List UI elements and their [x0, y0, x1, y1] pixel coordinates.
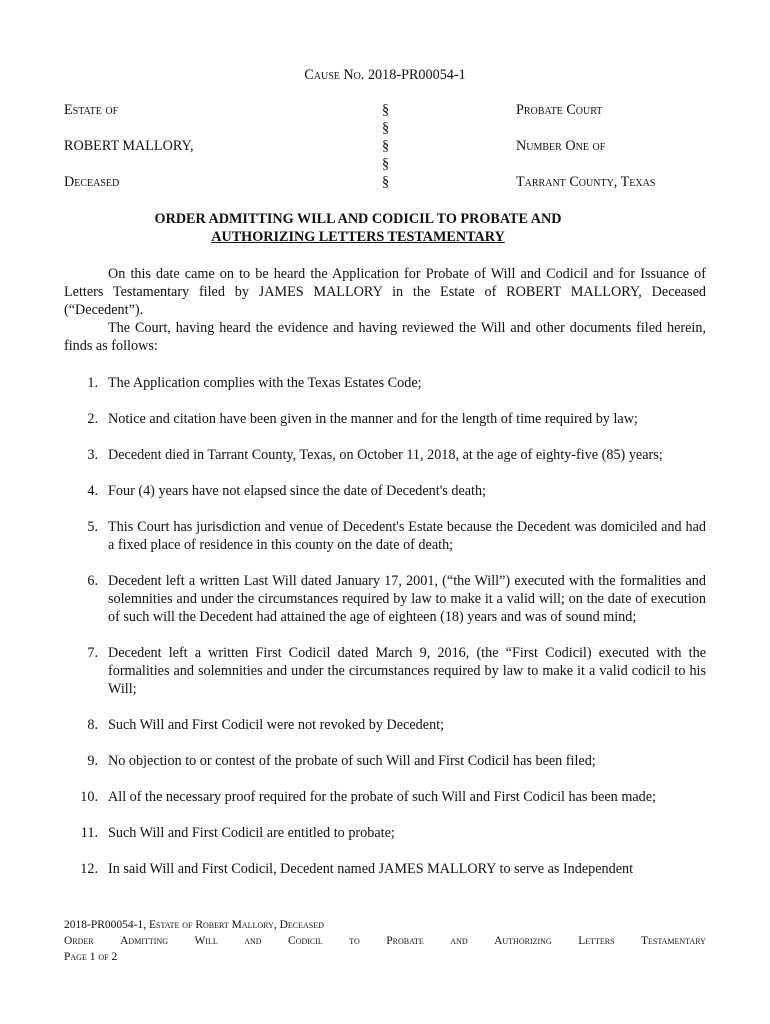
- caption-right: Number One of: [516, 138, 606, 154]
- finding-number: 7.: [87, 645, 98, 661]
- footer-title-word: and: [244, 935, 262, 947]
- section-symbol: §: [382, 174, 390, 190]
- finding-text: Decedent died in Tarrant County, Texas, on October 11, 2018, at the age of eighty-five (85) years;: [108, 447, 663, 463]
- finding-number: 12.: [80, 861, 98, 877]
- finding-number: 8.: [87, 717, 98, 733]
- footer-title-word: Probate: [386, 935, 424, 947]
- finding-text: All of the necessary proof required for the probate of such Will and First Codicil has been made;: [108, 789, 656, 805]
- caption-row: [64, 119, 706, 137]
- caption-row: [64, 173, 706, 191]
- section-symbol: §: [382, 156, 390, 172]
- section-symbol: §: [382, 138, 390, 154]
- caption-left: Deceased: [64, 174, 120, 190]
- finding-item: [64, 446, 706, 464]
- finding-item: [64, 788, 706, 806]
- finding-number: 2.: [87, 411, 98, 427]
- finding-text: No objection to or contest of the probate of such Will and First Codicil has been filed;: [108, 753, 596, 769]
- finding-text: Decedent left a written Last Will dated January 17, 2001, (“the Will”) executed with the formalities and solemnities and under the circumstances required by law to make it a valid will; on the date of execution of such will the Decedent had attained the age of eighteen (18) years and was of sound mind;: [108, 573, 706, 625]
- intro-section: [64, 265, 706, 355]
- finding-number: 3.: [87, 447, 98, 463]
- finding-text: Such Will and First Codicil are entitled to probate;: [108, 825, 395, 841]
- findings-list: [64, 374, 706, 878]
- footer-title-word: Will: [194, 935, 218, 947]
- finding-item: [64, 374, 706, 392]
- finding-number: 9.: [87, 753, 98, 769]
- caption-left: ROBERT MALLORY,: [64, 138, 194, 154]
- intro-paragraph: The Court, having heard the evidence and having reviewed the Will and other documents filed herein, finds as follows:: [64, 320, 706, 354]
- finding-item: [64, 482, 706, 500]
- finding-number: 6.: [87, 573, 98, 589]
- order-title: [0, 210, 716, 246]
- finding-number: 10.: [80, 789, 98, 805]
- caption-right: Probate Court: [516, 102, 603, 118]
- footer-title-word: Testamentary: [641, 935, 706, 947]
- finding-item: [64, 518, 706, 554]
- footer-title-word: Order: [64, 935, 94, 947]
- finding-item: [64, 716, 706, 734]
- finding-number: 11.: [80, 825, 98, 841]
- finding-item: [64, 824, 706, 842]
- cause-number: Cause No. 2018-PR00054-1: [304, 67, 466, 83]
- finding-text: Notice and citation have been given in the manner and for the length of time required by law;: [108, 411, 638, 427]
- finding-text: In said Will and First Codicil, Decedent named JAMES MALLORY to serve as Independent: [108, 861, 634, 877]
- footer-case-line: 2018-PR00054-1, Estate of Robert Mallory, Deceased: [64, 919, 324, 931]
- footer-title-word: Admitting: [120, 935, 168, 947]
- finding-text: This Court has jurisdiction and venue of Decedent's Estate because the Decedent was domiciled and had a fixed place of residence in this county on the date of death;: [108, 519, 706, 553]
- caption-right: Tarrant County, Texas: [516, 174, 656, 190]
- title-line-2: AUTHORIZING LETTERS TESTAMENTARY: [211, 229, 505, 245]
- finding-item: [64, 410, 706, 428]
- finding-text: The Application complies with the Texas Estates Code;: [108, 375, 422, 391]
- section-symbol: §: [382, 102, 390, 118]
- footer-title-word: Letters: [578, 935, 615, 947]
- finding-number: 1.: [87, 375, 98, 391]
- footer-title-word: to: [349, 935, 360, 947]
- case-caption: [64, 101, 706, 191]
- page-footer: [64, 917, 706, 965]
- title-line-1: ORDER ADMITTING WILL AND CODICIL TO PROBATE AND: [154, 211, 562, 227]
- finding-item: [64, 644, 706, 698]
- footer-page-number: Page 1 of 2: [64, 951, 118, 963]
- finding-item: [64, 860, 706, 878]
- footer-title-word: Codicil: [288, 935, 323, 947]
- finding-text: Decedent left a written First Codicil dated March 9, 2016, (the “First Codicil) executed with the formalities and solemnities and under the circumstances required by law to make it a valid codicil to his Will;: [108, 645, 706, 697]
- footer-title-line: [64, 933, 706, 949]
- intro-paragraph: On this date came on to be heard the Application for Probate of Will and Codicil and for Issuance of Letters Testamentary filed by JAMES MALLORY in the Estate of ROBERT MALLORY, Deceased (“Decedent”).: [64, 266, 706, 318]
- section-symbol: §: [382, 120, 390, 136]
- footer-title-word: Authorizing: [494, 935, 552, 947]
- caption-row: [64, 137, 706, 155]
- finding-item: [64, 572, 706, 626]
- finding-number: 5.: [87, 519, 98, 535]
- finding-text: Such Will and First Codicil were not revoked by Decedent;: [108, 717, 445, 733]
- finding-item: [64, 752, 706, 770]
- caption-row: [64, 101, 706, 119]
- footer-title-word: and: [450, 935, 468, 947]
- caption-left: Estate of: [64, 102, 119, 118]
- finding-text: Four (4) years have not elapsed since the date of Decedent's death;: [108, 483, 486, 499]
- finding-number: 4.: [87, 483, 98, 499]
- caption-row: [64, 155, 706, 173]
